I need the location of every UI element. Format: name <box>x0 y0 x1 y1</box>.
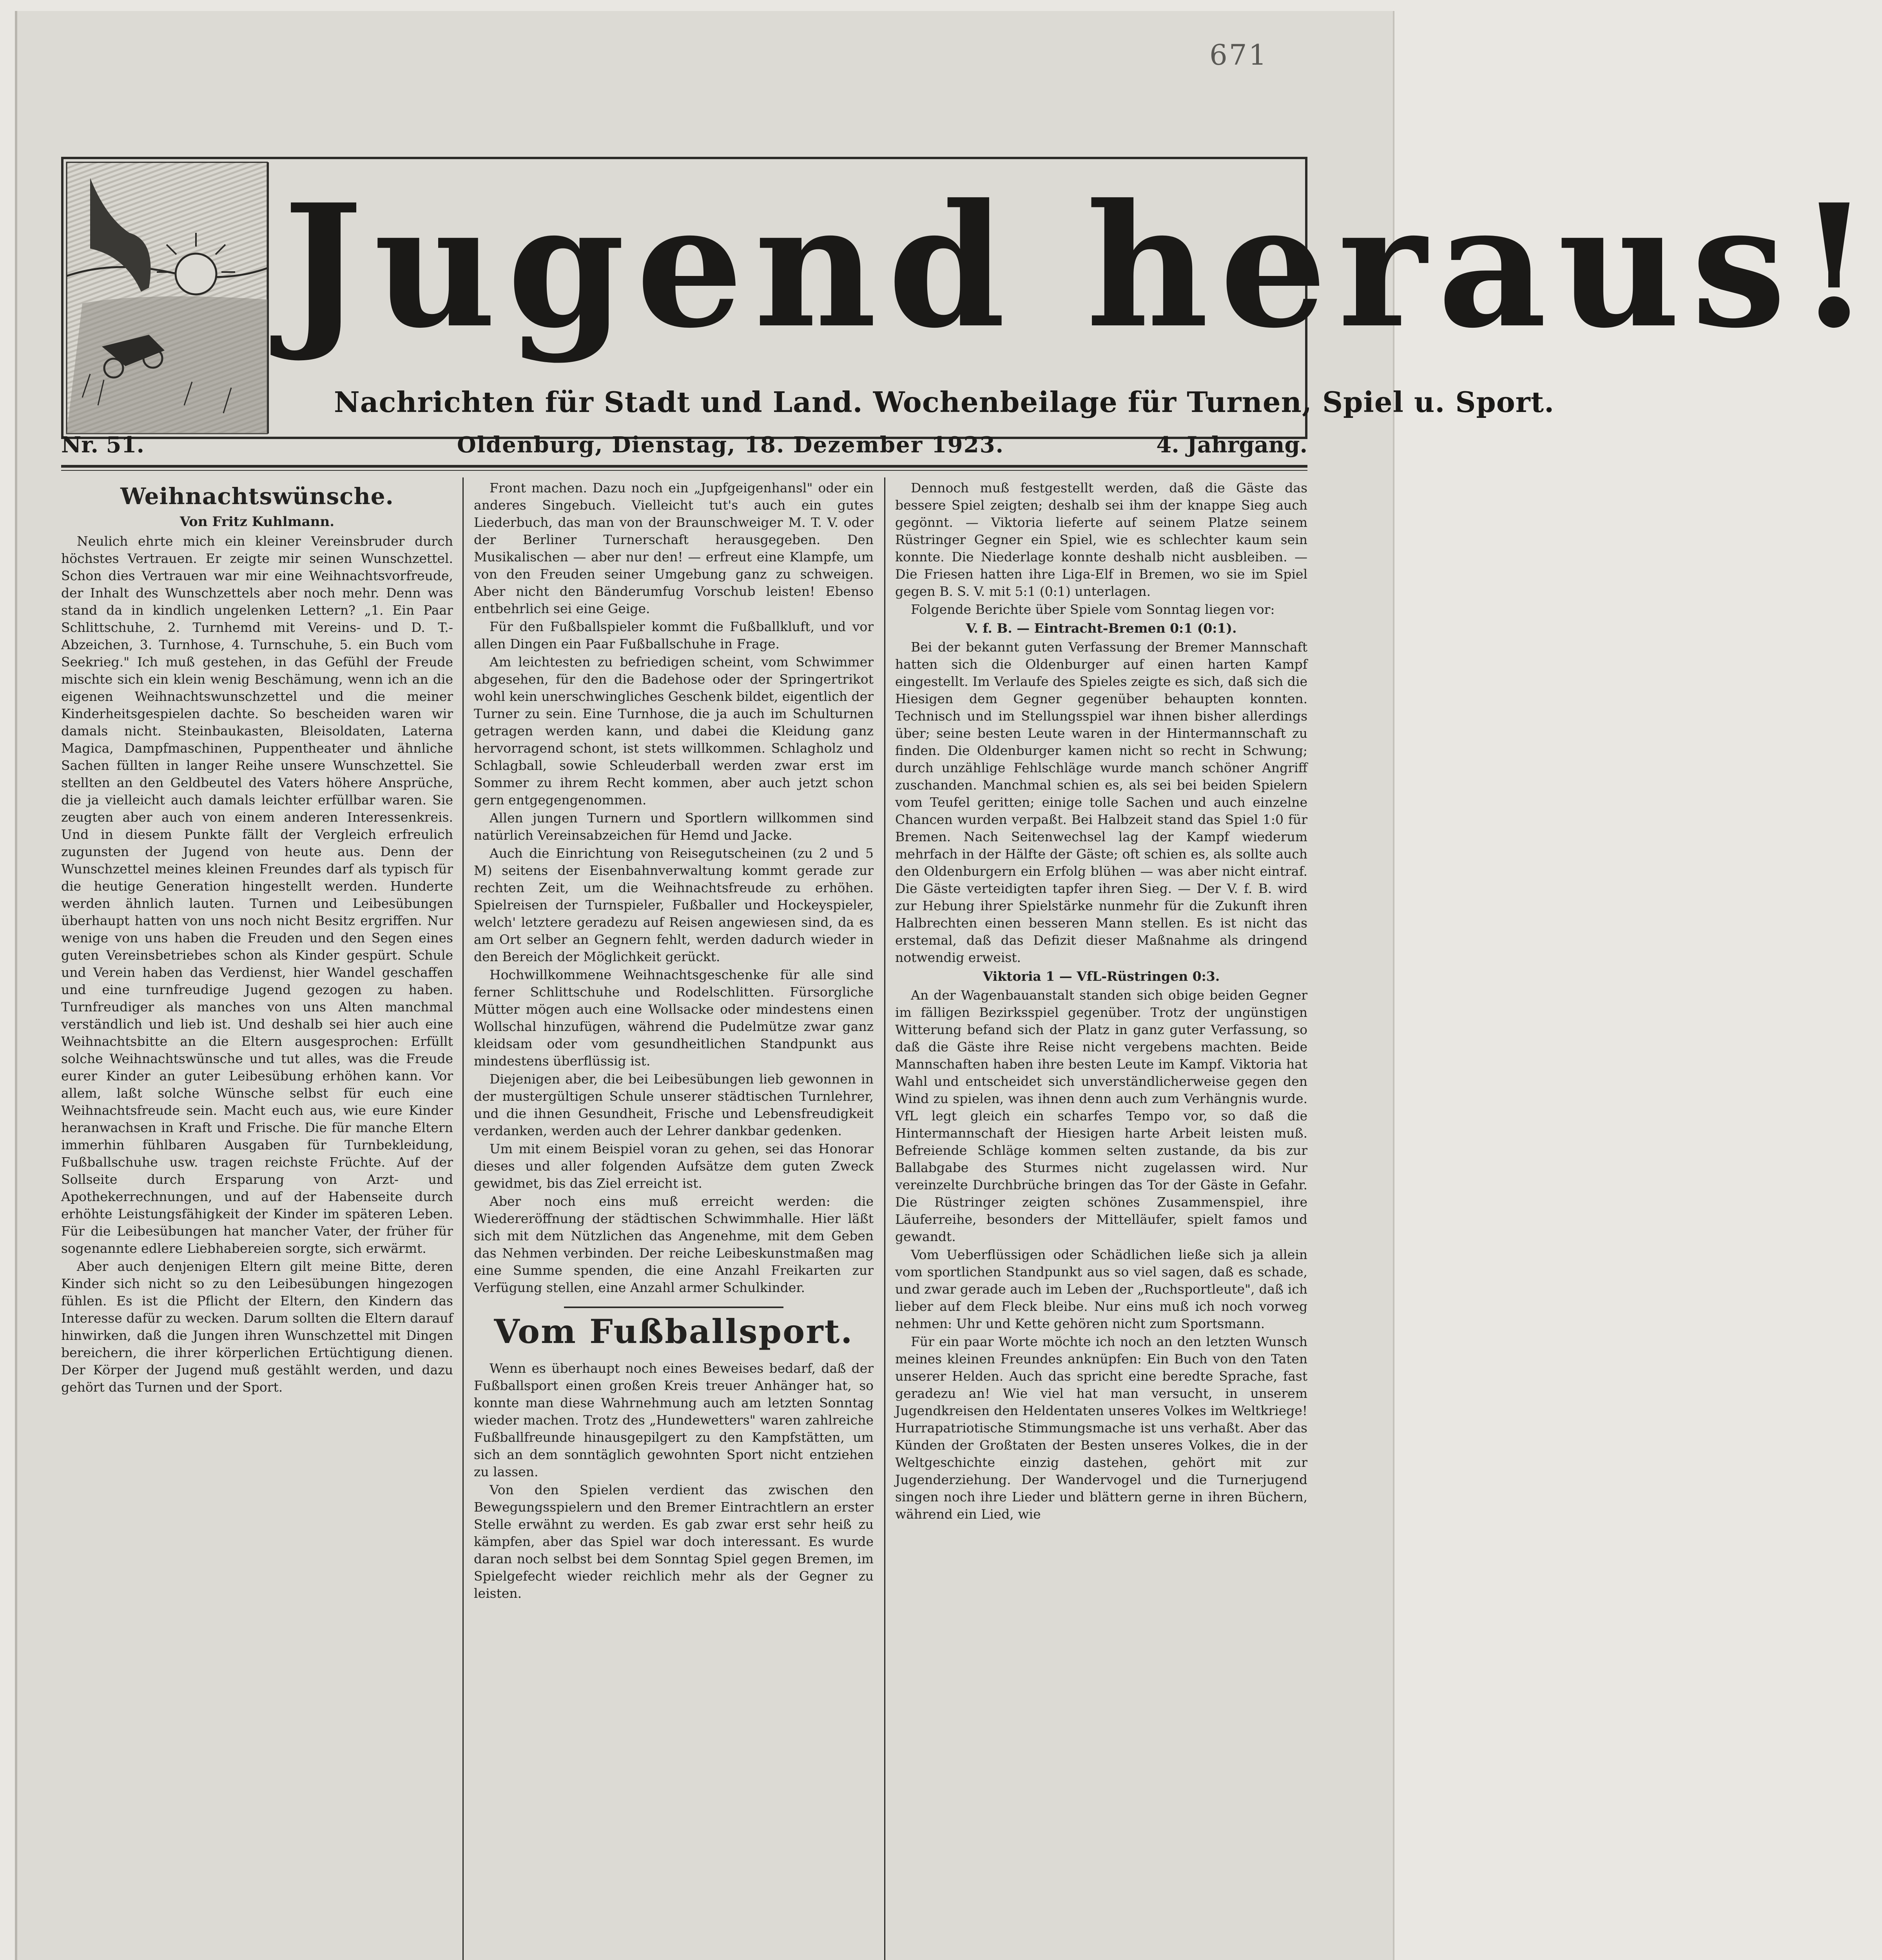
article-paragraph: Neulich ehrte mich ein kleiner Vereinsbruder durch höchstes Vertrauen. Er zeigte mir seinen Wunschzettel. Schon dies Vertrauen war mir eine Weihnachtsvorfreude, der Inhalt des Wunschzettels aber noch mehr. Denn was stand da in kindlich ungelenken Lettern? „1. Ein Paar Schlittschuhe, 2. Turnhemd mit Vereins- und D. T.-Abzeichen, 3. Turnhose, 4. Turnschuhe, 5. ein Buch vom Seekrieg." Ich muß gestehen, in das Gefühl der Freude mischte sich ein klein wenig Beschämung, wenn ich an die eigenen Weihnachtswunschzettel und die meiner Kinderheitsgespielen dachte. So bescheiden waren wir damals nicht. Steinbaukasten, Bleisoldaten, Laterna Magica, Dampfmaschinen, Puppentheater und ähnliche Sachen füllten in langer Reihe unsere Wunschzettel. Sie stellten an den Geldbeutel des Vaters höhere Ansprüche, die ja vielleicht auch damals leichter erfüllbar waren. Sie zeugten aber auch von einem anderen Interessenkreis. Und in diesem Punkte fällt der Vergleich erfreulich zugunsten der Jugend von heute aus. Denn der Wunschzettel meines kleinen Freundes darf als typisch für die heutige Generation hingestellt werden. Hunderte werden ähnlich lauten. Turnen und Leibesübungen überhaupt hatten von uns noch nicht Besitz ergriffen. Nur wenige von uns haben die Freuden und den Segen eines guten Vereinsbetriebes schon als Kinder gespürt. Schule und Verein haben das Verdienst, hier Wandel geschaffen und eine turnfreudige Jugend gezogen zu haben. Turnfreudiger als manches von uns Alten manchmal verständlich und lieb ist. Und deshalb sei hier auch eine Weihnachtsbitte an die Eltern ausgesprochen: Erfüllt solche Weihnachtswünsche und tut alles, was die Freude eurer Kinder an guter Leibesübung erhöhen kann. Vor allem, laßt solche Wünsche selbst für euch eine Weihnachtsfreude sein. Macht euch aus, wie eure Kinder heranwachsen in Kraft und Frische. Die für manche Eltern immerhin fühlbaren Ausgaben für Turnbekleidung, Fußballschuhe usw. tragen reichste Früchte. Auf der Sollseite durch Ersparung von Arzt- und Apothekerrechnungen, und auf der Habenseite durch erhöhte Leistungsfähigkeit der Kinder im späteren Leben. Für die Leibesübungen hat mancher Vater, der früher für sogenannte edlere Liebhabereien sorgte, sich erwärmt. <box>61 534 453 1256</box>
article-paragraph: Auch die Einrichtung von Reisegutscheinen (zu 2 und 5 M) seitens der Eisenbahnverwaltung kommt gerade zur rechten Zeit, um die Weihnachtsfreude zu erhöhen. Spielreisen der Turnspieler, Fußballer und Hockeyspieler, welch' letztere geradezu auf Reisen angewiesen sind, da es am Ort selber an Gegnern fehlt, werden dadurch wieder in den Bereich der Möglichkeit gerückt. <box>474 846 874 964</box>
article-paragraph: Von den Spielen verdient das zwischen den Bewegungsspielern und den Bremer Eintrachtlern an erster Stelle erwähnt zu werden. Es gab zwar erst sehr heiß zu kämpfen, aber das Spiel war doch interessant. Es wurde daran noch selbst bei dem Sonntag Spiel gegen Bremen, im Spielgefecht wieder reichlich mehr als der Gegner zu leisten. <box>474 1482 874 1601</box>
article-paragraph: Dennoch muß festgestellt werden, daß die Gäste das bessere Spiel zeigten; deshalb sei ihm der knappe Sieg auch gegönnt. — Viktoria lieferte auf seinem Platze seinem Rüstringer Gegner ein Spiel, wie es schlechter kaum sein konnte. Die Niederlage konnte deshalb nicht ausbleiben. — Die Friesen hatten ihre Liga-Elf in Bremen, wo sie im Spiel gegen B. S. V. mit 5:1 (0:1) unterlagen. <box>895 480 1307 599</box>
masthead-title: Jugend heraus! <box>283 167 1882 365</box>
article-paragraph: Folgende Berichte über Spiele vom Sonntag liegen vor: <box>911 602 1275 617</box>
match-heading: Viktoria 1 — VfL-Rüstringen 0:3. <box>983 969 1220 984</box>
masthead <box>61 157 1882 439</box>
header-rule <box>61 465 1307 471</box>
match-heading: V. f. B. — Eintracht-Bremen 0:1 (0:1). <box>966 621 1237 636</box>
issue-number: Nr. 51. <box>61 432 144 458</box>
article-byline: Von Fritz Kuhlmann. <box>179 514 335 530</box>
column-divider <box>884 477 885 1960</box>
column-center <box>474 479 874 1603</box>
article-paragraph: Wenn es überhaupt noch eines Beweises bedarf, daß der Fußballsport einen großen Kreis treuer Anhänger hat, so konnte man diese Wahrnehmung auch am letzten Sonntag wieder machen. Trotz des „Hundewetters" waren zahlreiche Fußballfreunde hinausgepilgert zu den Kampfstätten, um sich an dem sonntäglich gewohnten Sport nicht entziehen zu lassen. <box>474 1361 874 1479</box>
article-paragraph: Aber noch eins muß erreicht werden: die Wiedereröffnung der städtischen Schwimmhalle. Hier läßt sich mit dem Nützlichen das Angenehme, mit dem Geben das Nehmen verbinden. Der reiche Leibeskunstmaßen mag eine Summe spenden, die eine Anzahl Freikarten zur Verfügung stellen, eine Anzahl armer Schulkinder. <box>474 1194 874 1295</box>
article-paragraph: An der Wagenbauanstalt standen sich obige beiden Gegner im fälligen Bezirksspiel gegenüber. Trotz der ungünstigen Witterung befand sich der Platz in ganz guter Verfassung, so daß die Gäste ihre Reise nicht vergebens machten. Beide Mannschaften haben ihre besten Leute im Kampf. Viktoria hat Wahl und entscheidet sich unverständlicherweise gegen den Wind zu spielen, was ihnen denn auch zum Verhängnis wurde. VfL legt gleich ein scharfes Tempo vor, so daß die Hintermannschaft der Hiesigen harte Arbeit leisten muß. Befreiende Schläge kommen selten zustande, da bis zur Ballabgabe des Sturmes nicht zugelassen wird. Nur vereinzelte Durchbrüche bringen das Tor der Gäste in Gefahr. Die Rüstringer zeigten schönes Zusammenspiel, ihre Läuferreihe, besonders der Mittelläufer, spielt famos und gewandt. <box>895 987 1307 1244</box>
article-paragraph: Allen jungen Turnern und Sportlern willkommen sind natürlich Vereinsabzeichen für Hemd und Jacke. <box>474 810 874 843</box>
article-paragraph: Für ein paar Worte möchte ich noch an den letzten Wunsch meines kleinen Freundes anknüpfen: Ein Buch von den Taten unserer Helden. Auch das spricht eine beredte Sprache, fast geradezu an! Wie viel hat man versucht, in unserem Jugendkreisen den Heldentaten unseres Volkes im Weltkriege! Hurrapatriotische Stimmungsmache ist uns verhaßt. Aber das Künden der Großtaten der Besten unseres Volkes, die in der Weltgeschichte einzig dastehen, gehört mit zur Jugenderziehung. Der Wandervogel und die Turnerjugend singen noch ihre Lieder und blättern gerne in ihren Büchern, während ein Lied, wie <box>895 1334 1307 1522</box>
masthead-subtitle: Nachrichten für Stadt und Land. Wochenbeilage für Turnen, Spiel u. Sport. <box>334 385 1555 419</box>
article-paragraph: Um mit einem Beispiel voran zu gehen, sei das Honorar dieses und aller folgenden Aufsätze dem guten Zweck gewidmet, bis das Ziel erreicht ist. <box>474 1141 874 1191</box>
column-left <box>61 479 453 1397</box>
page-number: 671 <box>1209 38 1268 71</box>
column-divider <box>462 477 464 1960</box>
masthead-vignette-image <box>67 162 269 434</box>
article-paragraph: Für den Fußballspieler kommt die Fußballkluft, und vor allen Dingen ein Paar Fußballschuhe in Frage. <box>474 619 874 652</box>
newspaper-page <box>15 11 1882 1960</box>
article-paragraph: Hochwillkommene Weihnachtsgeschenke für alle sind ferner Schlittschuhe und Rodelschlitten. Fürsorgliche Mütter mögen auch eine Wollsacke oder mindestens einen Wollschal hinzufügen, während die Pudelmütze zwar ganz kleidsam oder vom gesundheitlichen Standpunkt aus mindestens überflüssig ist. <box>474 967 874 1069</box>
column-right <box>895 479 1307 1524</box>
article-paragraph: Vom Ueberflüssigen oder Schädlichen ließe sich ja allein vom sportlichen Standpunkt aus so viel sagen, daß es schade, und zwar gerade auch im Leben der „Ruchsportleute", daß ich lieber auf dem Fleck bleibe. Nur eins muß ich noch vorweg nehmen: Uhr und Kette gehören nicht zum Sportsmann. <box>895 1247 1307 1331</box>
article-paragraph: Front machen. Dazu noch ein „Jupfgeigenhansl" oder ein anderes Singebuch. Vielleicht tut's auch ein gutes Liederbuch, das man von der Braunschweiger M. T. V. oder der Berliner Turnerschaft herausgegeben. Den Musikalischen — aber nur den! — erfreut eine Klampfe, um von den Freuden seiner Umgebung ganz zu schweigen. Aber nicht den Bänderumfug Vorschub leisten! Ebenso entbehrlich sei eine Geige. <box>474 480 874 616</box>
landscape-illustration <box>67 162 267 434</box>
article-paragraph: Diejenigen aber, die bei Leibesübungen lieb gewonnen in der mustergültigen Schule unserer städtischen Turnlehrer, und die ihnen Gesundheit, Frische und Lebensfreudigkeit verdanken, werden auch der Lehrer dankbar gedenken. <box>474 1071 874 1138</box>
section-heading-football: Vom Fußballsport. <box>494 1312 854 1351</box>
section-separator <box>564 1307 783 1308</box>
issue-year: 4. Jahrgang. <box>1156 432 1307 458</box>
article-paragraph: Bei der bekannt guten Verfassung der Bremer Mannschaft hatten sich die Oldenburger auf einen harten Kampf eingestellt. Im Verlaufe des Spieles zeigte es sich, daß sich die Hiesigen dem Gegner gegenüber behaupten konnten. Technisch und im Stellungsspiel war ihnen bisher allerdings über; seine besten Leute waren in der Hintermannschaft zu finden. Die Oldenburger kamen nicht so recht in Schwung; durch unzählige Fehlschläge wurde manch schöner Angriff zuschanden. Manchmal schien es, als sei bei beiden Spielern vom Teufel geritten; einige tolle Sachen und auch einzelne Chancen wurden verpaßt. Bei Halbzeit stand das Spiel 1:0 für Bremen. Nach Seitenwechsel lag der Kampf wiederum mehrfach in der Hälfte der Gäste; oft schien es, als sollte auch den Oldenburgern ein Erfolg blühen — was aber nicht eintraf. Die Gäste verteidigten tapfer ihren Sieg. — Der V. f. B. wird zur Hebung ihrer Spielstärke nunmehr für die Zukunft ihren Halbrechten einen besseren Mann stellen. Es ist nicht das erstemal, daß das Defizit dieser Maßnahme als dringend notwendig erweist. <box>895 639 1307 965</box>
article-paragraph: Aber auch denjenigen Eltern gilt meine Bitte, deren Kinder sich nicht so zu den Leibesübungen hingezogen fühlen. Es ist die Pflicht der Eltern, den Kindern das Interesse dafür zu wecken. Darum sollten die Eltern darauf hinwirken, daß die Jungen ihren Wunschzettel mit Dingen bereichern, die ihrer körperlichen Ertüchtigung dienen. Der Körper der Jugend muß gestählt werden, und dazu gehört das Turnen und der Sport. <box>61 1259 453 1395</box>
article-paragraph: Am leichtesten zu befriedigen scheint, vom Schwimmer abgesehen, für den die Badehose oder der Springertrikot wohl kein unerschwingliches Geschenk bildet, eigentlich der Turner zu sein. Eine Turnhose, die ja auch im Schulturnen getragen werden kann, und dabei die Kleidung ganz hervorragend schont, ist stets willkommen. Schlagholz und Schlagball, sowie Schleuderball werden zwar erst im Sommer zu ihrem Recht kommen, aber auch jetzt schon gern entgegengenommen. <box>474 654 874 808</box>
article-title: Weihnachtswünsche. <box>120 483 394 510</box>
issue-place-date: Oldenburg, Dienstag, 18. Dezember 1923. <box>457 432 1004 458</box>
issue-line <box>61 427 1307 463</box>
